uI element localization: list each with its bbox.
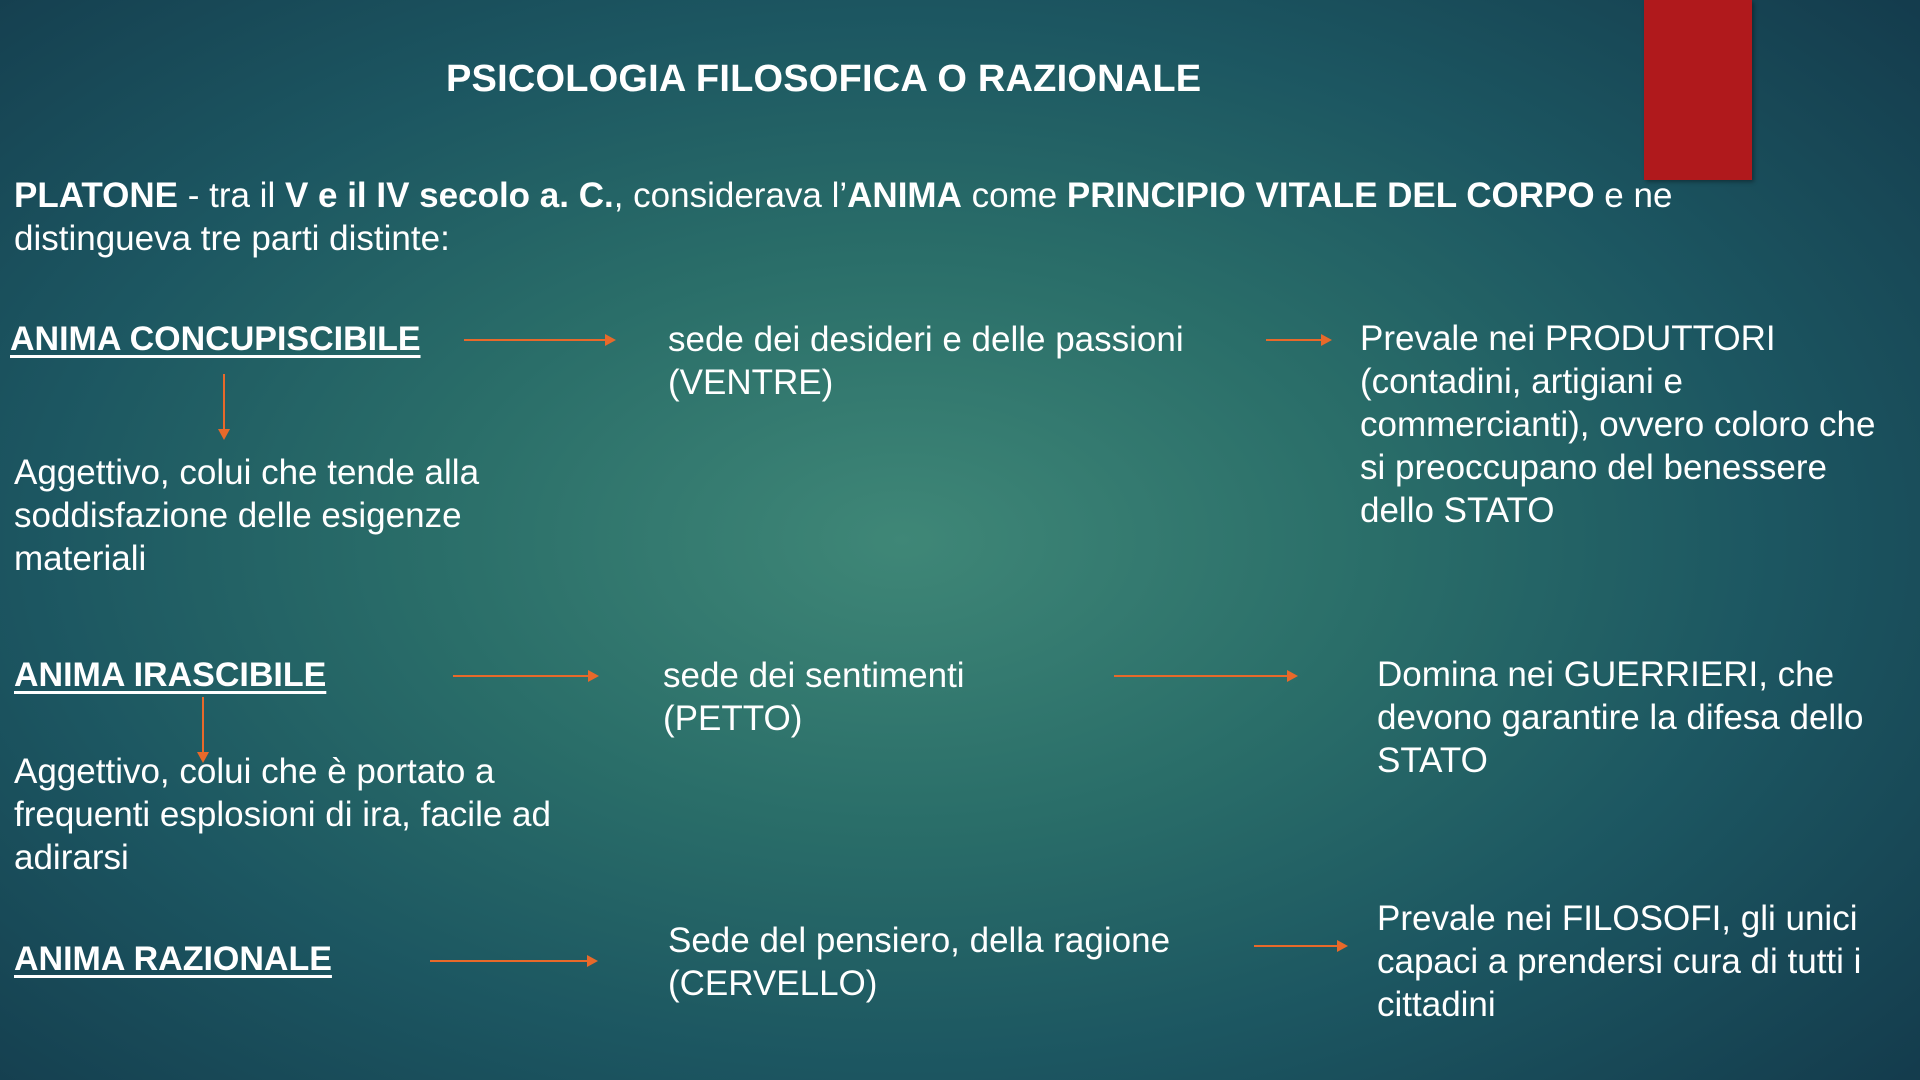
adjective-irascibile: Aggettivo, colui che è portato a frequenti esplosioni di ira, facile ad adirarsi bbox=[14, 752, 551, 877]
seat-razionale: Sede del pensiero, della ragione (CERVELLO) bbox=[668, 921, 1171, 1003]
red-accent-tab bbox=[1644, 0, 1752, 180]
result-razionale: Prevale nei FILOSOFI, gli unici capaci a prendersi cura di tutti i cittadini bbox=[1377, 899, 1862, 1024]
intro-text-1: - tra il bbox=[178, 176, 285, 215]
heading-anima-irascibile: ANIMA IRASCIBILE bbox=[14, 656, 327, 694]
seat-concupiscibile: sede dei desideri e delle passioni (VENTRE) bbox=[668, 320, 1184, 402]
arrow-right-icon bbox=[1266, 332, 1332, 348]
intro-principio: PRINCIPIO VITALE DEL CORPO bbox=[1066, 176, 1595, 215]
arrow-right-icon bbox=[464, 332, 616, 348]
result-irascibile: Domina nei GUERRIERI, che devono garantire la difesa dello STATO bbox=[1377, 655, 1864, 780]
intro-platone: PLATONE bbox=[14, 176, 178, 215]
seat-irascibile: sede dei sentimenti (PETTO) bbox=[663, 656, 965, 738]
arrow-right-icon bbox=[453, 668, 599, 684]
intro-century: V e il IV secolo a. C. bbox=[284, 176, 614, 215]
result-concupiscibile: Prevale nei PRODUTTORI (contadini, artigiani e commercianti), ovvero coloro che si preoccupano del benessere dello STATO bbox=[1360, 319, 1876, 530]
adjective-concupiscibile: Aggettivo, colui che tende alla soddisfazione delle esigenze materiali bbox=[14, 453, 480, 578]
arrow-down-icon bbox=[216, 374, 232, 440]
heading-anima-concupiscibile: ANIMA CONCUPISCIBILE bbox=[10, 320, 421, 358]
intro-anima: ANIMA bbox=[847, 176, 962, 215]
intro-text-4: e ne distingueva tre parti distinte: bbox=[14, 176, 1673, 258]
arrow-right-icon bbox=[1114, 668, 1298, 684]
heading-anima-razionale: ANIMA RAZIONALE bbox=[14, 940, 332, 978]
slide-title: PSICOLOGIA FILOSOFICA O RAZIONALE bbox=[446, 58, 1202, 100]
arrow-right-icon bbox=[430, 953, 598, 969]
intro-paragraph bbox=[14, 174, 1774, 260]
intro-text-2: , considerava l’ bbox=[613, 176, 848, 215]
arrow-right-icon bbox=[1254, 938, 1348, 954]
intro-text-3: come bbox=[961, 176, 1067, 215]
